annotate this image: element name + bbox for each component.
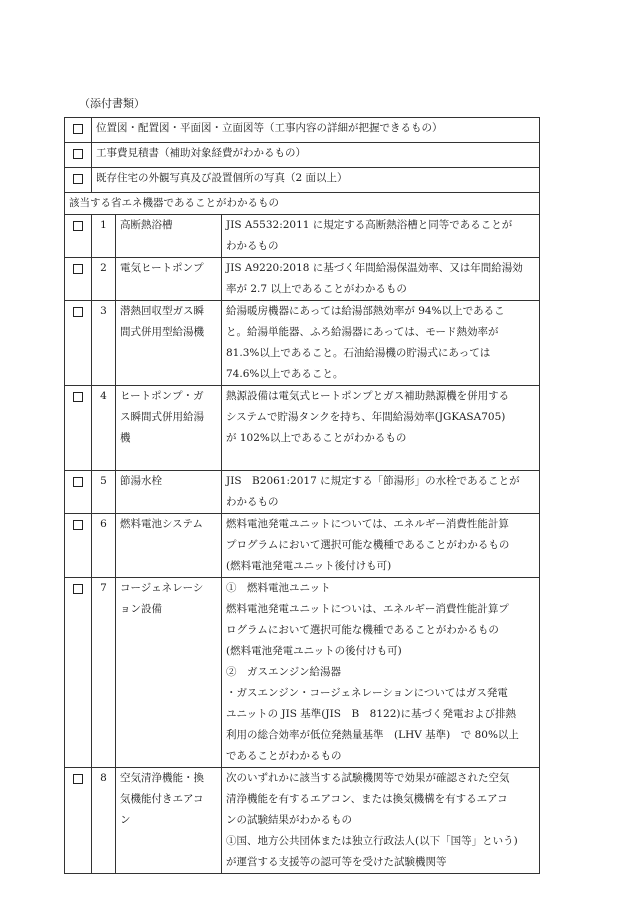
requirement-line: ンの試験結果がわかるもの: [226, 814, 352, 826]
table-row: [65, 143, 540, 168]
equipment-name-line: ス瞬間式併用給湯: [120, 411, 204, 423]
requirement-line: (燃料電池発電ユニットの後付けも可): [226, 645, 402, 657]
equipment-requirement: [222, 386, 540, 471]
table-row: [65, 118, 540, 143]
equipment-name-line: 機: [120, 432, 131, 444]
requirement-line: JIS A9220:2018 に基づく年間給湯保温効率、又は年間給湯効: [226, 262, 523, 274]
equipment-name: [116, 514, 222, 578]
equipment-name: [116, 258, 222, 301]
equipment-row: [65, 386, 540, 471]
requirement-line: 率が 2.7 以上であることがわかるもの: [226, 283, 407, 295]
equipment-requirement: [222, 578, 540, 768]
equipment-name-line: 気機能付きエアコ: [120, 793, 204, 805]
requirement-line: 清浄機能を有するエアコン、または換気機構を有するエアコ: [226, 793, 508, 805]
equipment-number: 1: [92, 215, 116, 258]
checkbox[interactable]: [73, 174, 83, 184]
checkbox-cell: [65, 258, 92, 301]
equipment-row: [65, 301, 540, 386]
checkbox[interactable]: [73, 392, 83, 402]
checkbox[interactable]: [73, 264, 83, 274]
equipment-name: [116, 301, 222, 386]
equipment-row: [65, 578, 540, 768]
checkbox-cell: [65, 215, 92, 258]
checkbox[interactable]: [73, 307, 83, 317]
requirement-line: が 102%以上であることがわかるもの: [226, 432, 407, 444]
checkbox-cell: [65, 578, 92, 768]
checkbox-cell: [65, 471, 92, 514]
equipment-row: [65, 258, 540, 301]
attachments-table: [64, 117, 540, 874]
checkbox[interactable]: [73, 221, 83, 231]
equipment-row: [65, 471, 540, 514]
requirement-line: ログラムにおいて選択可能な機種であることがわかるもの: [226, 624, 499, 636]
equipment-number: 3: [92, 301, 116, 386]
document-item: 位置図・配置図・平面図・立面図等（工事内容の詳細が把握できるもの）: [92, 118, 540, 143]
equipment-requirement: [222, 514, 540, 578]
checkbox-cell: [65, 514, 92, 578]
equipment-number: 7: [92, 578, 116, 768]
section-header: 該当する省エネ機器であることがわかるもの: [65, 193, 540, 215]
equipment-name: [116, 471, 222, 514]
requirement-line: JIS B2061:2017 に規定する「節湯形」の水栓であることが: [226, 475, 520, 487]
equipment-name: [116, 215, 222, 258]
requirement-line: システムで貯湯タンクを持ち、年間給湯効率(JGKASA705): [226, 411, 506, 423]
checkbox[interactable]: [73, 124, 83, 134]
requirement-line: 熱源設備は電気式ヒートポンプとガス補助熱源機を併用する: [226, 390, 510, 402]
equipment-row: [65, 768, 540, 874]
checkbox-cell: [65, 143, 92, 168]
equipment-name: [116, 578, 222, 768]
requirement-line: [226, 449, 535, 470]
equipment-number: 4: [92, 386, 116, 471]
equipment-name-line: コージェネレーシ: [120, 582, 204, 594]
document-item: 工事費見積書（補助対象経費がわかるもの）: [92, 143, 540, 168]
requirement-line: (燃料電池発電ユニット後付けも可): [226, 560, 392, 572]
requirement-line: ① 燃料電池ユニット: [226, 582, 331, 594]
equipment-name-line: 燃料電池システム: [120, 518, 203, 530]
equipment-name-line: 間式併用型給湯機: [120, 326, 204, 338]
requirement-line: 給湯暖房機器にあっては給湯部熱効率が 94%以上であるこ: [226, 305, 505, 317]
equipment-number: 6: [92, 514, 116, 578]
equipment-row: [65, 215, 540, 258]
table-row: [65, 168, 540, 193]
requirement-line: 燃料電池発電ユニットについは、エネルギー消費性能計算プ: [226, 603, 509, 615]
attachments-heading: （添付書類）: [79, 97, 145, 110]
equipment-requirement: [222, 258, 540, 301]
requirement-line: ①国、地方公共団体または独立行政法人(以下「国等」という): [226, 835, 518, 847]
requirement-line: ・ガスエンジン・コージェネレーションについてはガス発電: [226, 687, 508, 699]
checkbox-cell: [65, 768, 92, 874]
equipment-name-line: 空気清浄機能・換: [120, 772, 204, 784]
checkbox[interactable]: [73, 477, 83, 487]
requirement-line: JIS A5532:2011 に規定する高断熱浴槽と同等であることが: [226, 219, 513, 231]
requirement-line: ユニットの JIS 基準(JIS B 8122)に基づく発電および排熱: [226, 708, 516, 720]
equipment-name-line: 節湯水栓: [120, 475, 162, 487]
checkbox[interactable]: [73, 520, 83, 530]
equipment-requirement: [222, 768, 540, 874]
equipment-name: [116, 386, 222, 471]
section-header-row: [65, 193, 540, 215]
attachments-table-body: [65, 118, 540, 874]
checkbox[interactable]: [73, 149, 83, 159]
requirement-line: 81.3%以上であること。石油給湯機の貯湯式にあっては: [226, 347, 491, 359]
equipment-name-line: ョン設備: [120, 603, 162, 615]
checkbox-cell: [65, 301, 92, 386]
equipment-name-line: 高断熱浴槽: [120, 219, 173, 231]
equipment-requirement: [222, 215, 540, 258]
requirement-line: であることがわかるもの: [226, 750, 342, 762]
equipment-name: [116, 768, 222, 874]
equipment-name-line: ヒートポンプ・ガ: [120, 390, 204, 402]
checkbox-cell: [65, 386, 92, 471]
equipment-name-line: 潜熱回収型ガス瞬: [120, 305, 204, 317]
equipment-name-line: 電気ヒートポンプ: [120, 262, 204, 274]
requirement-line: と。給湯単能器、ふろ給湯器にあっては、モード熱効率が: [226, 326, 499, 338]
checkbox-cell: [65, 168, 92, 193]
requirement-line: プログラムにおいて選択可能な機種であることがわかるもの: [226, 539, 510, 551]
equipment-requirement: [222, 471, 540, 514]
checkbox-cell: [65, 118, 92, 143]
equipment-requirement: [222, 301, 540, 386]
requirement-line: が運営する支援等の認可等を受けた試験機関等: [226, 856, 447, 868]
requirement-line: 燃料電池発電ユニットについては、エネルギー消費性能計算: [226, 518, 509, 530]
document-item: 既存住宅の外観写真及び設置個所の写真（2 面以上）: [92, 168, 540, 193]
checkbox[interactable]: [73, 584, 83, 594]
requirement-line: 利用の総合効率が低位発熱量基準 (LHV 基準) で 80%以上: [226, 729, 519, 741]
equipment-name-line: ン: [120, 814, 131, 826]
equipment-number: 8: [92, 768, 116, 874]
checkbox[interactable]: [73, 774, 83, 784]
requirement-line: 74.6%以上であること。: [226, 368, 344, 380]
requirement-line: わかるもの: [226, 240, 279, 252]
equipment-row: [65, 514, 540, 578]
requirement-line: ② ガスエンジン給湯器: [226, 666, 341, 678]
requirement-line: わかるもの: [226, 496, 279, 508]
requirement-line: 次のいずれかに該当する試験機関等で効果が確認された空気: [226, 772, 510, 784]
equipment-number: 5: [92, 471, 116, 514]
equipment-number: 2: [92, 258, 116, 301]
